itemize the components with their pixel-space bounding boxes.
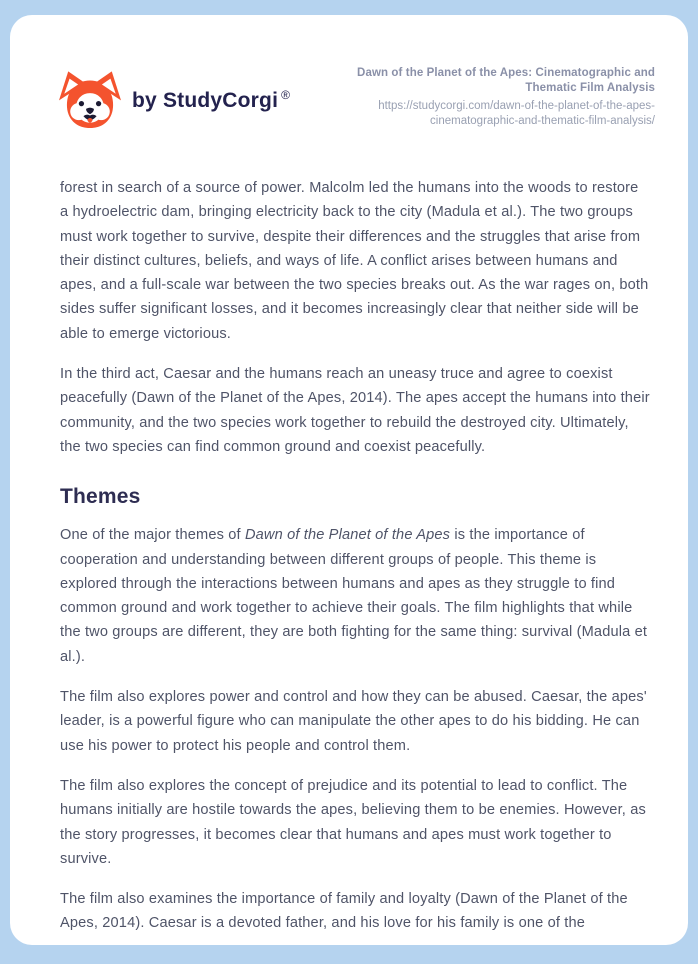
document-meta: [333, 65, 655, 128]
brand-name: [132, 89, 290, 113]
article-content: [10, 132, 688, 936]
paragraph-theme-cooperation: [60, 523, 650, 669]
film-title-italic: Dawn of the Planet of the Apes: [244, 527, 451, 544]
document-page: [10, 15, 688, 945]
paragraph-theme-prejudice: The film also explores the concept of prejudice and its potential to lead to conflict. The humans initially are hostile towards the apes, believing them to be enemies. However, as the story progresses, it becomes clear that humans and apes must work together to survive.: [60, 777, 646, 867]
theme-lead-before: One of the major themes of: [60, 527, 245, 544]
document-header: [10, 15, 688, 132]
document-title: Dawn of the Planet of the Apes: Cinematographic and Thematic Film Analysis: [357, 67, 655, 94]
paragraph-third-act: In the third act, Caesar and the humans reach an uneasy truce and agree to coexist peacefully (Dawn of the Planet of the Apes, 2014). The apes accept the humans into their community, and the two species work together to rebuild the destroyed city. Ultimately, the two species can find common ground and coexist peacefully.: [60, 366, 650, 455]
section-heading-themes: Themes: [60, 485, 141, 509]
paragraph-theme-family: The film also examines the importance of family and loyalty (Dawn of the Planet of the Apes, 2014). Caesar is a devoted father, and his love for his family is one of the: [60, 891, 628, 932]
corgi-logo-icon: [57, 70, 123, 132]
brand-lockup: [57, 70, 290, 132]
paragraph-theme-power: The film also explores power and control and how they can be abused. Caesar, the apes' leader, is a powerful figure who can manipulate the other apes to do his bidding. He can use his power to protect his people and control them.: [60, 689, 647, 754]
theme-lead-after: is the importance of cooperation and understanding between different groups of people. This theme is explored through the interactions between humans and apes as they struggle to find common ground and work together to achieve their goals. The film highlights that while the two groups are different, they are both fighting for the same thing: survival (Madula et al.).: [60, 527, 648, 665]
brand-name-text: by StudyCorgi: [132, 89, 279, 112]
document-url-link[interactable]: https://studycorgi.com/dawn-of-the-planet-of-the-apes-cinematographic-and-thematic-film-analysis/: [378, 100, 655, 127]
registered-trademark-symbol: ®: [281, 88, 291, 102]
paragraph-plot-conflict: forest in search of a source of power. Malcolm led the humans into the woods to restore a hydroelectric dam, bringing electricity back to the city (Madula et al.). The two groups must work together to survive, despite their differences and the struggles that arise from their distinct cultures, beliefs, and ways of life. A conflict arises between humans and apes, and a full-scale war between the two species breaks out. As the war rages on, both sides suffer significant losses, and it becomes increasingly clear that neither side will be able to emerge victorious.: [60, 180, 649, 342]
